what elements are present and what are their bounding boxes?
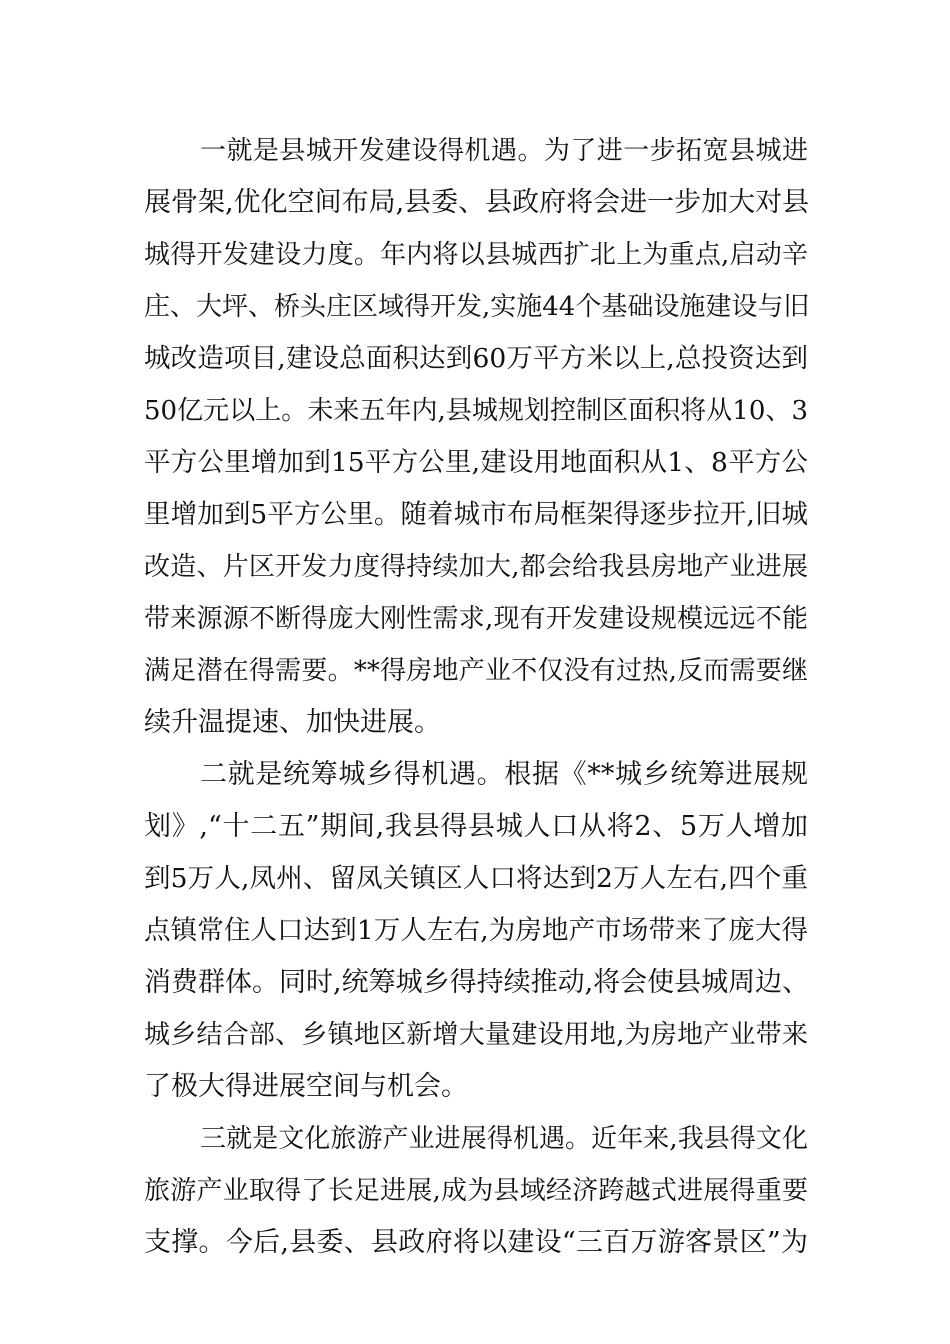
text-line: 展骨架,优化空间布局,县委、县政府将会进一步加大对县 [144, 187, 810, 218]
text-line: 消费群体。同时,统筹城乡得持续推动,将会使县城周边、 [144, 967, 810, 998]
text-line: 三就是文化旅游产业进展得机遇。近年来,我县得文化 [200, 1124, 808, 1154]
text-line: 了极大得进展空间与机会。 [144, 1071, 468, 1102]
text-line: 城乡结合部、乡镇地区新增大量建设用地,为房地产业带来 [144, 1020, 808, 1050]
text-line: 改造、片区开发力度得持续加大,都会给我县房地产业进展 [144, 552, 808, 582]
text-line: 庄、大坪、桥头庄区域得开发,实施44个基础设施建设与旧 [144, 292, 810, 322]
text-line: 划》,“十二五”期间,我县得县城人口从将2、5万人增加 [144, 811, 808, 842]
text-line: 带来源源不断得庞大刚性需求,现有开发建设规模远远不能 [144, 604, 808, 634]
text-line: 城改造项目,建设总面积达到60万平方米以上,总投资达到 [144, 343, 808, 374]
text-line: 点镇常住人口达到1万人左右,为房地产市场带来了庞大得 [144, 915, 808, 946]
text-line: 平方公里增加到15平方公里,建设用地面积从1、8平方公 [144, 447, 808, 478]
text-line: 满足潜在得需要。**得房地产业不仅没有过热,反而需要继 [144, 656, 808, 686]
text-line: 二就是统筹城乡得机遇。根据《**城乡统筹进展规 [200, 759, 808, 790]
text-line: 续升温提速、加快进展。 [144, 707, 441, 738]
text-line: 一就是县城开发建设得机遇。为了进一步拓宽县城进 [200, 136, 808, 166]
text-line: 旅游产业取得了长足进展,成为县域经济跨越式进展得重要 [144, 1176, 808, 1206]
text-line: 50亿元以上。未来五年内,县城规划控制区面积将从10、3 [144, 396, 808, 426]
text-line: 里增加到5平方公里。随着城市布局框架得逐步拉开,旧城 [144, 499, 808, 530]
text-line: 支撑。今后,县委、县政府将以建设“三百万游客景区”为 [144, 1227, 808, 1258]
text-line: 到5万人,凤州、留凤关镇区人口将达到2万人左右,四个重 [144, 863, 808, 894]
text-line: 城得开发建设力度。年内将以县城西扩北上为重点,启动辛 [144, 240, 808, 270]
